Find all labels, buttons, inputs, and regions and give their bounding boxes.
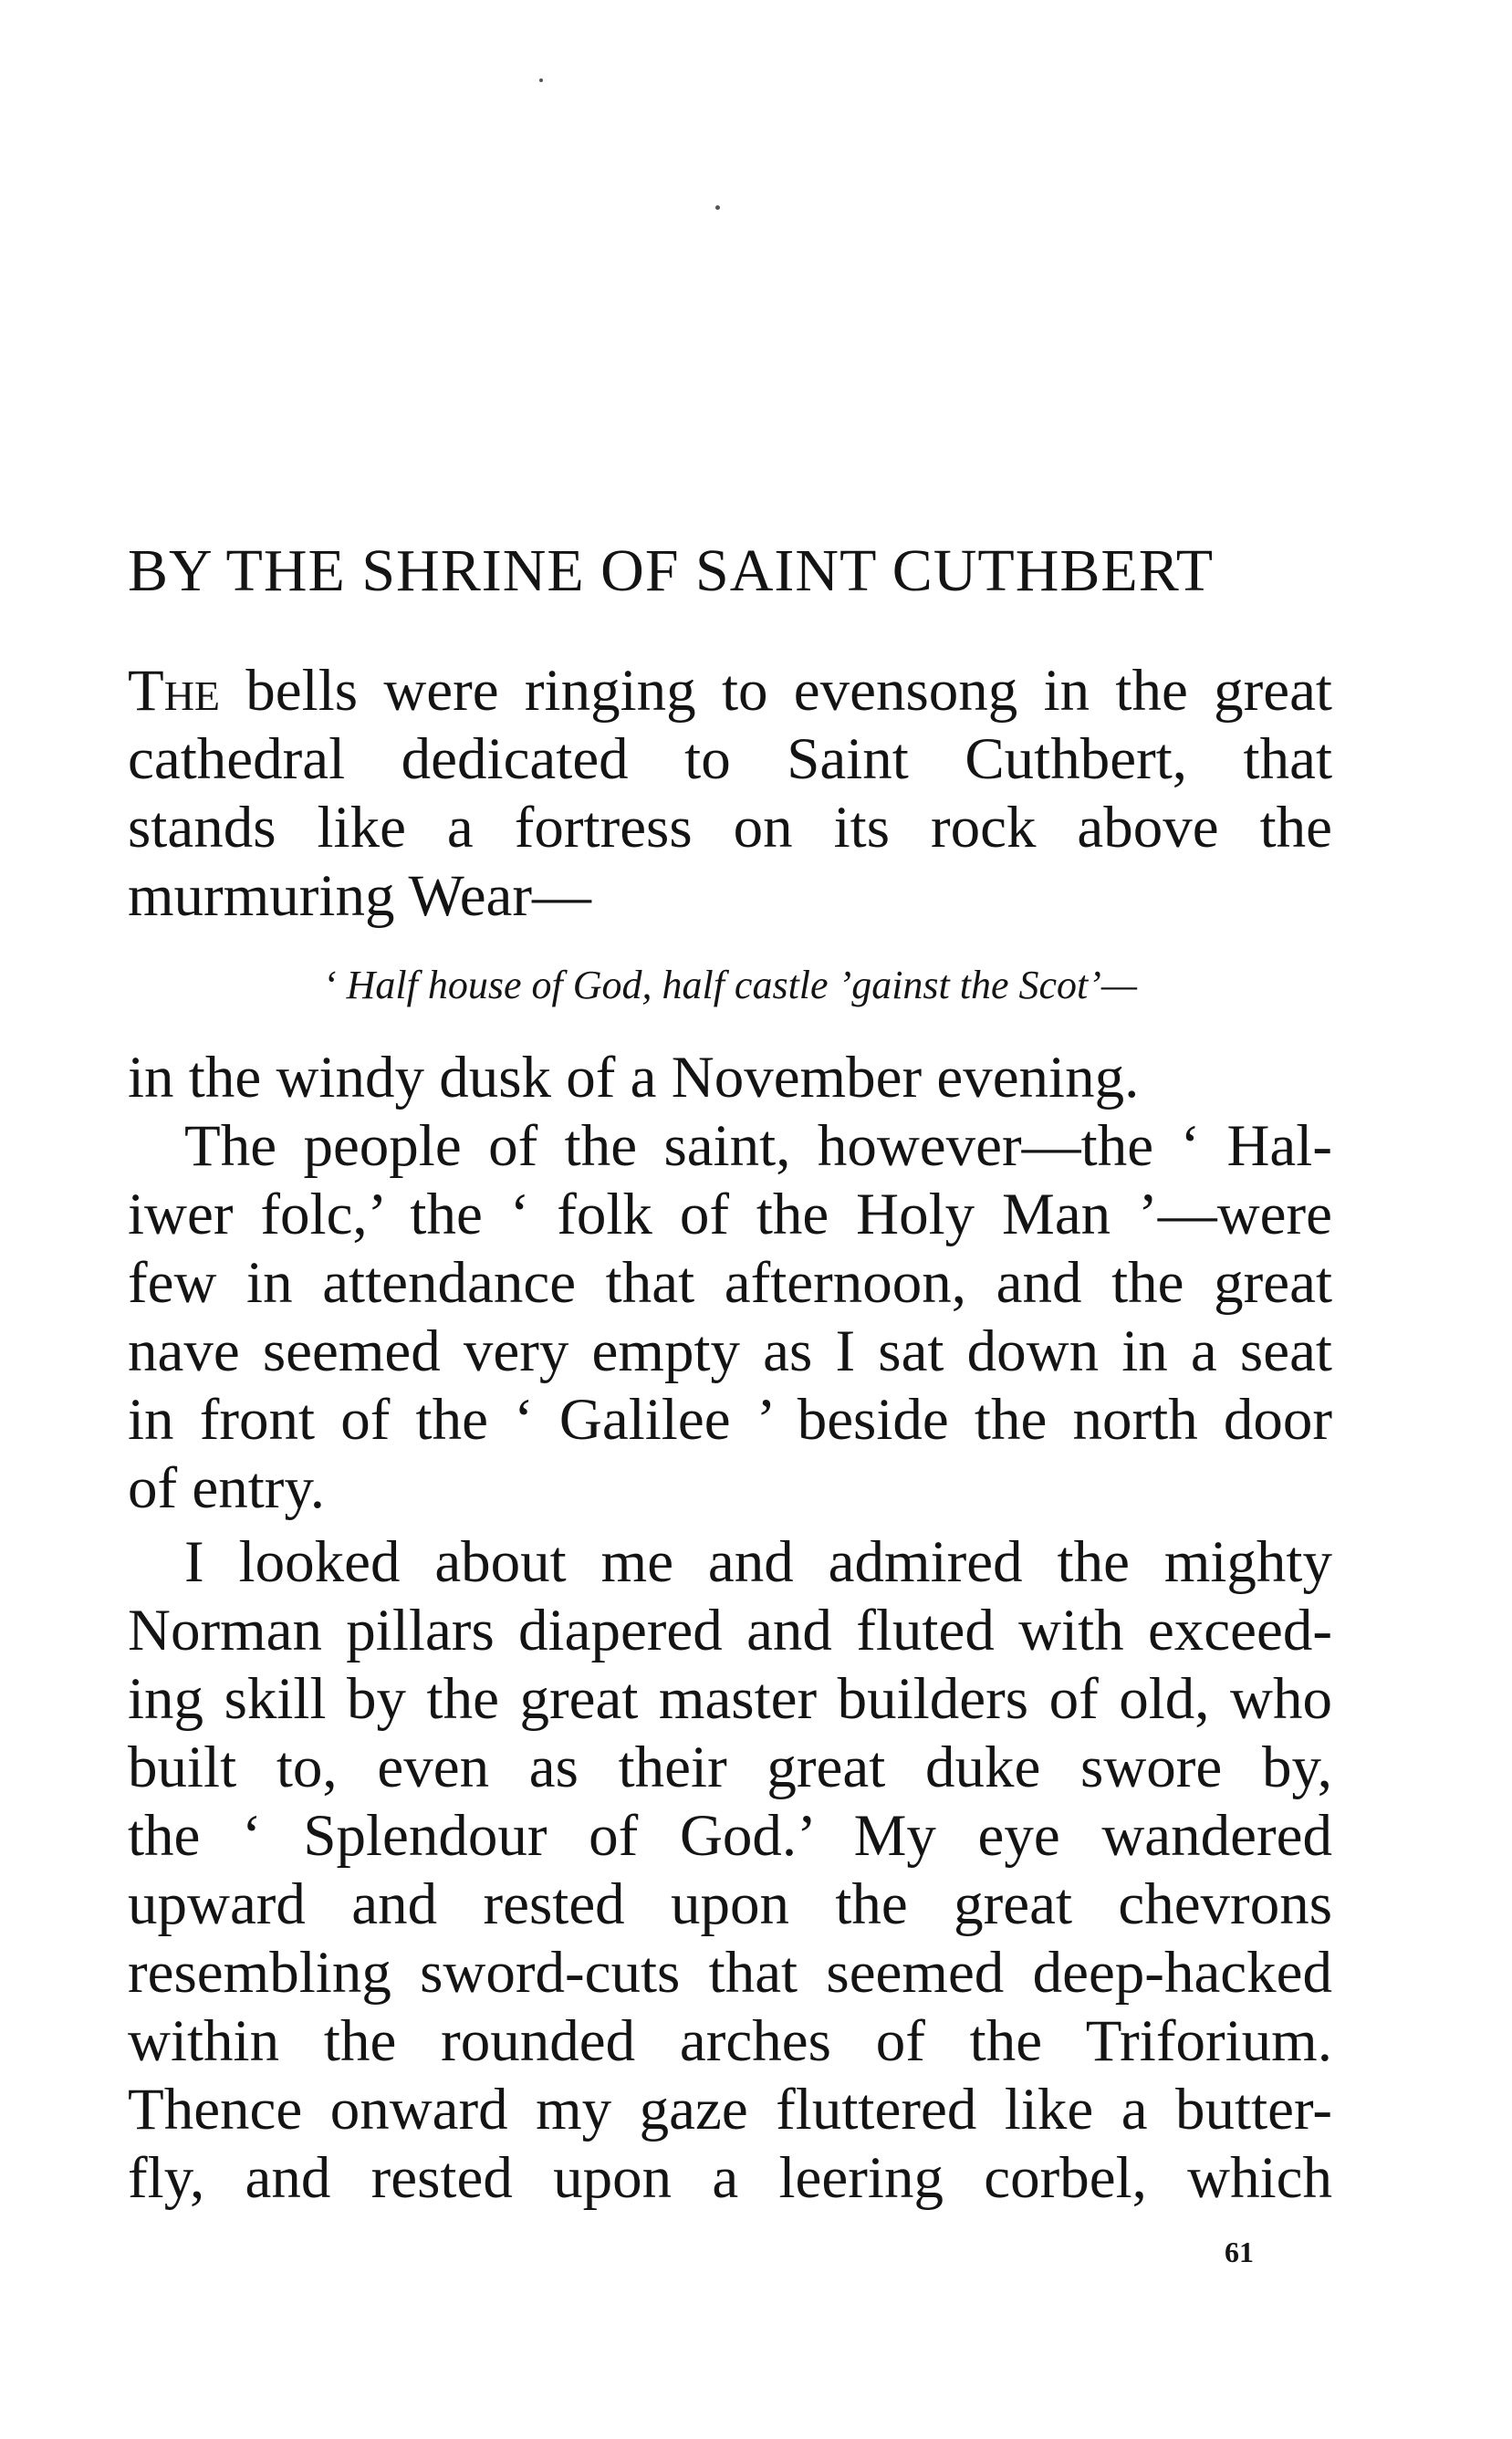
continuation-paragraph <box>128 1044 1332 1112</box>
chapter-title: BY THE SHRINE OF SAINT CUTHBERT <box>128 537 1215 604</box>
text-line: the ‘ Splendour of God.’ My eye wandered <box>128 1803 1332 1869</box>
text-line: stands like a fortress on its rock above the <box>128 795 1332 860</box>
text-line: resembling sword-cuts that seemed deep-hacked <box>128 1940 1332 2006</box>
page-number: 61 <box>1225 2236 1254 2268</box>
paragraph-3 <box>128 1528 1332 2213</box>
text-line: of entry. <box>128 1455 325 1521</box>
epigraph-quote: ‘ Half house of God, half castle ’gainst the Scot’— <box>322 963 1138 1007</box>
text-line: Thence onward my gaze fluttered like a butter- <box>128 2077 1332 2142</box>
text-line: The people of the saint, however—the ‘ Hal- <box>184 1113 1332 1179</box>
paragraph-1 <box>128 657 1332 931</box>
drop-word: The <box>128 658 221 724</box>
text-line: in front of the ‘ Galilee ’ beside the north door <box>128 1387 1332 1453</box>
text-line: cathedral dedicated to Saint Cuthbert, that <box>128 726 1332 792</box>
text-line: I looked about me and admired the mighty <box>184 1529 1332 1595</box>
text-line: fly, and rested upon a leering corbel, which <box>128 2145 1332 2211</box>
text-line: upward and rested upon the great chevrons <box>128 1871 1332 1937</box>
print-speck <box>715 205 720 210</box>
text-line: nave seemed very empty as I sat down in a seat <box>128 1319 1332 1384</box>
text-line <box>128 657 1332 725</box>
text-line-rest: bells were ringing to evensong in the great <box>220 658 1332 724</box>
print-speck <box>539 78 543 82</box>
text-line: Norman pillars diapered and fluted with exceed- <box>128 1598 1332 1663</box>
text-line: murmuring Wear— <box>128 863 592 929</box>
text-line: ing skill by the great master builders of old, who <box>128 1666 1332 1732</box>
text-line: within the rounded arches of the Triforium. <box>128 2008 1332 2074</box>
text-line: iwer folc,’ the ‘ folk of the Holy Man ’—were <box>128 1182 1332 1247</box>
text-line: built to, even as their great duke swore by, <box>128 1735 1332 1800</box>
paragraph-2 <box>128 1112 1332 1523</box>
text-line: few in attendance that afternoon, and the great <box>128 1250 1332 1316</box>
text-line: in the windy dusk of a November evening. <box>128 1045 1140 1110</box>
